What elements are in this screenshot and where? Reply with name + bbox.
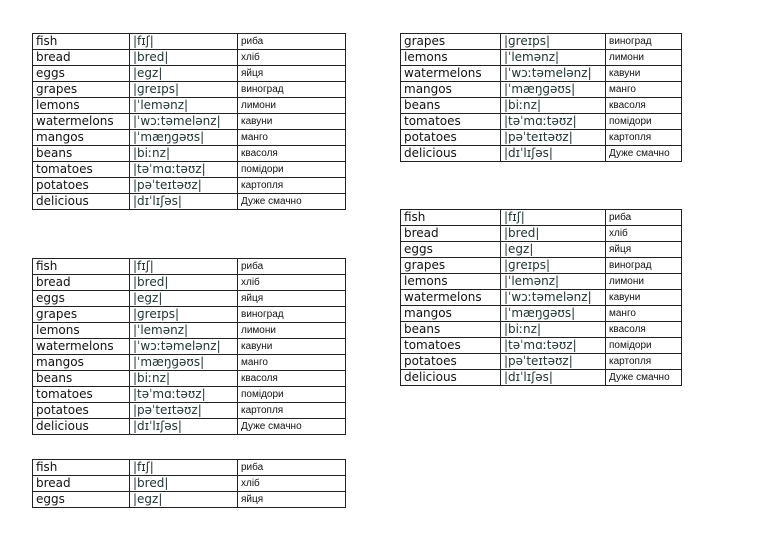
translation-cell: риба <box>238 460 346 476</box>
translation-cell: яйця <box>606 242 682 258</box>
english-word-cell: bread <box>33 476 130 492</box>
english-word-cell: watermelons <box>33 339 130 355</box>
translation-cell: яйця <box>238 291 346 307</box>
transcription-cell: |pəˈteɪtəʊz| <box>501 130 606 146</box>
translation-cell: помідори <box>606 114 682 130</box>
table-row <box>33 50 346 66</box>
transcription-cell: |dɪˈlɪʃəs| <box>130 194 238 210</box>
translation-cell: хліб <box>606 226 682 242</box>
english-word-cell: eggs <box>33 66 130 82</box>
transcription-cell: |dɪˈlɪʃəs| <box>501 146 606 162</box>
english-word-cell: lemons <box>401 274 501 290</box>
transcription-cell: |biːnz| <box>501 322 606 338</box>
english-word-cell: mangos <box>401 306 501 322</box>
table-row <box>33 460 346 476</box>
transcription-cell: |ˈmæŋɡəʊs| <box>130 355 238 371</box>
translation-cell: картопля <box>606 130 682 146</box>
table-row <box>401 130 682 146</box>
translation-cell: картопля <box>238 178 346 194</box>
english-word-cell: lemons <box>33 98 130 114</box>
english-word-cell: tomatoes <box>33 162 130 178</box>
translation-cell: хліб <box>238 275 346 291</box>
table-row <box>33 194 346 210</box>
english-word-cell: grapes <box>401 34 501 50</box>
table-row <box>401 50 682 66</box>
translation-cell: лимони <box>606 274 682 290</box>
translation-cell: Дуже смачно <box>606 146 682 162</box>
translation-cell: хліб <box>238 476 346 492</box>
transcription-cell: |təˈmɑːtəʊz| <box>501 338 606 354</box>
translation-cell: помідори <box>238 162 346 178</box>
transcription-cell: |ˈmæŋɡəʊs| <box>130 130 238 146</box>
translation-cell: виноград <box>606 258 682 274</box>
vocab-table-2 <box>400 33 682 162</box>
table-row <box>33 114 346 130</box>
table-row <box>401 354 682 370</box>
table-row <box>401 34 682 50</box>
transcription-cell: |fɪʃ| <box>501 210 606 226</box>
english-word-cell: grapes <box>33 307 130 323</box>
table-row <box>401 306 682 322</box>
transcription-cell: |ɡreɪps| <box>501 258 606 274</box>
translation-cell: помідори <box>238 387 346 403</box>
english-word-cell: tomatoes <box>33 387 130 403</box>
table-row <box>33 387 346 403</box>
transcription-cell: |egz| <box>130 492 238 508</box>
table-row <box>33 355 346 371</box>
translation-cell: риба <box>238 259 346 275</box>
translation-cell: помідори <box>606 338 682 354</box>
transcription-cell: |biːnz| <box>501 98 606 114</box>
english-word-cell: mangos <box>401 82 501 98</box>
table-row <box>33 82 346 98</box>
table-row <box>33 307 346 323</box>
english-word-cell: potatoes <box>401 130 501 146</box>
transcription-cell: |ˈwɔːtəmelənz| <box>501 66 606 82</box>
translation-cell: риба <box>606 210 682 226</box>
english-word-cell: beans <box>33 146 130 162</box>
english-word-cell: eggs <box>401 242 501 258</box>
translation-cell: лимони <box>606 50 682 66</box>
english-word-cell: fish <box>33 259 130 275</box>
vocab-table-1 <box>32 33 346 210</box>
table-row <box>401 322 682 338</box>
translation-cell: лимони <box>238 98 346 114</box>
table-row <box>401 98 682 114</box>
english-word-cell: mangos <box>33 355 130 371</box>
table-row <box>401 370 682 386</box>
transcription-cell: |təˈmɑːtəʊz| <box>130 162 238 178</box>
transcription-cell: |ˈlemənz| <box>501 50 606 66</box>
translation-cell: кавуни <box>606 66 682 82</box>
translation-cell: кавуни <box>238 339 346 355</box>
table-row <box>401 338 682 354</box>
translation-cell: квасоля <box>238 371 346 387</box>
table-row <box>33 178 346 194</box>
translation-cell: картопля <box>238 403 346 419</box>
translation-cell: риба <box>238 34 346 50</box>
translation-cell: виноград <box>606 34 682 50</box>
translation-cell: квасоля <box>238 146 346 162</box>
table-row <box>33 476 346 492</box>
english-word-cell: lemons <box>33 323 130 339</box>
table-row <box>401 290 682 306</box>
english-word-cell: eggs <box>33 492 130 508</box>
table-row <box>33 98 346 114</box>
table-row <box>401 210 682 226</box>
vocab-table-5 <box>32 459 346 508</box>
table-row <box>33 259 346 275</box>
table-row <box>33 339 346 355</box>
english-word-cell: fish <box>401 210 501 226</box>
english-word-cell: lemons <box>401 50 501 66</box>
english-word-cell: delicious <box>401 370 501 386</box>
english-word-cell: potatoes <box>33 178 130 194</box>
translation-cell: кавуни <box>238 114 346 130</box>
transcription-cell: |biːnz| <box>130 371 238 387</box>
transcription-cell: |ɡreɪps| <box>130 82 238 98</box>
translation-cell: хліб <box>238 50 346 66</box>
english-word-cell: delicious <box>33 419 130 435</box>
vocab-table-4 <box>400 209 682 386</box>
transcription-cell: |ˈlemənz| <box>130 323 238 339</box>
table-row <box>33 275 346 291</box>
translation-cell: манго <box>606 82 682 98</box>
transcription-cell: |təˈmɑːtəʊz| <box>130 387 238 403</box>
transcription-cell: |təˈmɑːtəʊz| <box>501 114 606 130</box>
table-row <box>401 114 682 130</box>
english-word-cell: bread <box>33 50 130 66</box>
translation-cell: яйця <box>238 66 346 82</box>
translation-cell: картопля <box>606 354 682 370</box>
transcription-cell: |dɪˈlɪʃəs| <box>130 419 238 435</box>
transcription-cell: |ˈmæŋɡəʊs| <box>501 82 606 98</box>
transcription-cell: |ˈlemənz| <box>501 274 606 290</box>
table-row <box>33 66 346 82</box>
english-word-cell: delicious <box>33 194 130 210</box>
table-row <box>401 274 682 290</box>
vocab-table-3 <box>32 258 346 435</box>
translation-cell: кавуни <box>606 290 682 306</box>
table-row <box>33 403 346 419</box>
translation-cell: квасоля <box>606 98 682 114</box>
transcription-cell: |egz| <box>130 66 238 82</box>
transcription-cell: |bred| <box>130 275 238 291</box>
english-word-cell: watermelons <box>33 114 130 130</box>
translation-cell: Дуже смачно <box>238 419 346 435</box>
english-word-cell: beans <box>401 98 501 114</box>
english-word-cell: watermelons <box>401 290 501 306</box>
table-row <box>401 146 682 162</box>
english-word-cell: potatoes <box>401 354 501 370</box>
transcription-cell: |ˈwɔːtəmelənz| <box>501 290 606 306</box>
english-word-cell: fish <box>33 460 130 476</box>
english-word-cell: bread <box>401 226 501 242</box>
english-word-cell: eggs <box>33 291 130 307</box>
transcription-cell: |pəˈteɪtəʊz| <box>130 403 238 419</box>
transcription-cell: |egz| <box>130 291 238 307</box>
english-word-cell: beans <box>33 371 130 387</box>
english-word-cell: delicious <box>401 146 501 162</box>
table-row <box>401 82 682 98</box>
transcription-cell: |bred| <box>501 226 606 242</box>
english-word-cell: grapes <box>401 258 501 274</box>
translation-cell: квасоля <box>606 322 682 338</box>
translation-cell: яйця <box>238 492 346 508</box>
transcription-cell: |fɪʃ| <box>130 34 238 50</box>
table-row <box>401 258 682 274</box>
table-row <box>401 242 682 258</box>
english-word-cell: grapes <box>33 82 130 98</box>
english-word-cell: bread <box>33 275 130 291</box>
transcription-cell: |biːnz| <box>130 146 238 162</box>
table-row <box>33 34 346 50</box>
transcription-cell: |fɪʃ| <box>130 460 238 476</box>
translation-cell: манго <box>238 355 346 371</box>
transcription-cell: |ˈwɔːtəmelənz| <box>130 339 238 355</box>
table-row <box>33 371 346 387</box>
english-word-cell: fish <box>33 34 130 50</box>
table-row <box>401 226 682 242</box>
english-word-cell: potatoes <box>33 403 130 419</box>
table-row <box>33 162 346 178</box>
translation-cell: виноград <box>238 82 346 98</box>
translation-cell: Дуже смачно <box>238 194 346 210</box>
english-word-cell: watermelons <box>401 66 501 82</box>
table-row <box>33 291 346 307</box>
translation-cell: манго <box>238 130 346 146</box>
table-row <box>33 492 346 508</box>
transcription-cell: |ɡreɪps| <box>501 34 606 50</box>
transcription-cell: |bred| <box>130 476 238 492</box>
translation-cell: виноград <box>238 307 346 323</box>
table-row <box>33 323 346 339</box>
english-word-cell: beans <box>401 322 501 338</box>
transcription-cell: |fɪʃ| <box>130 259 238 275</box>
transcription-cell: |ɡreɪps| <box>130 307 238 323</box>
transcription-cell: |ˈmæŋɡəʊs| <box>501 306 606 322</box>
translation-cell: лимони <box>238 323 346 339</box>
translation-cell: Дуже смачно <box>606 370 682 386</box>
transcription-cell: |pəˈteɪtəʊz| <box>130 178 238 194</box>
transcription-cell: |egz| <box>501 242 606 258</box>
english-word-cell: mangos <box>33 130 130 146</box>
table-row <box>33 146 346 162</box>
english-word-cell: tomatoes <box>401 114 501 130</box>
transcription-cell: |ˈwɔːtəmelənz| <box>130 114 238 130</box>
table-row <box>401 66 682 82</box>
transcription-cell: |pəˈteɪtəʊz| <box>501 354 606 370</box>
table-row <box>33 419 346 435</box>
translation-cell: манго <box>606 306 682 322</box>
table-row <box>33 130 346 146</box>
transcription-cell: |ˈlemənz| <box>130 98 238 114</box>
transcription-cell: |bred| <box>130 50 238 66</box>
english-word-cell: tomatoes <box>401 338 501 354</box>
transcription-cell: |dɪˈlɪʃəs| <box>501 370 606 386</box>
